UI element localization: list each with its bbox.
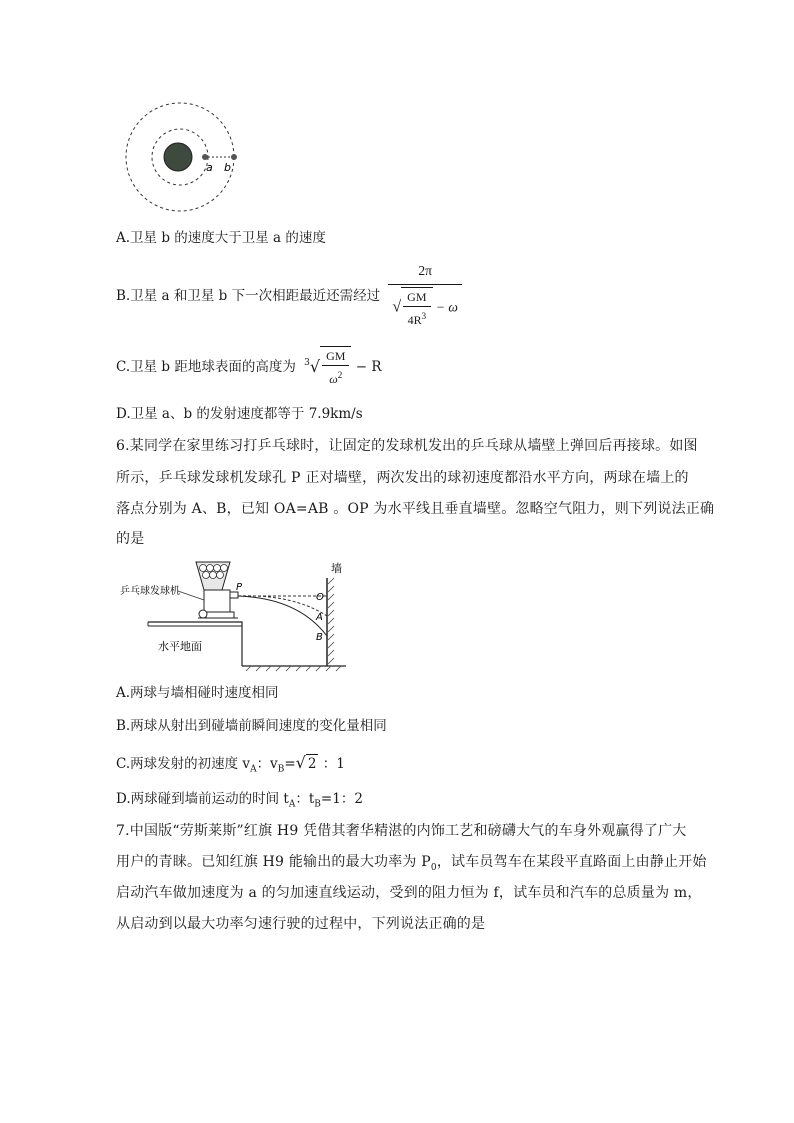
sqrt-radicand: [401, 287, 432, 329]
point-a: A: [316, 612, 323, 623]
fraction-numerator: 2π: [418, 263, 432, 278]
ground-label: 水平地面: [158, 640, 202, 653]
q6-option-c: [116, 754, 345, 779]
orbit-figure: [118, 98, 248, 218]
point-b: B: [316, 632, 323, 643]
earth: [164, 143, 192, 171]
q5-option-d: D.卫星 a、b 的发射速度都等于 7.9km/s: [116, 406, 363, 422]
machine-label-pointer: [178, 591, 204, 600]
subscript-b: B: [277, 764, 285, 775]
q6-option-d: [116, 790, 363, 814]
subscript-a: A: [250, 764, 257, 775]
r-exponent: 3: [421, 311, 427, 321]
q5-option-a: A.卫星 b 的速度大于卫星 a 的速度: [116, 230, 326, 246]
omega-exponent: 2: [337, 370, 343, 380]
q6-option-c-text: C.两球发射的初速度 v: [116, 756, 251, 772]
wall-hatch: [328, 578, 334, 664]
q5-option-b-text: B.卫星 a 和卫星 b 下一次相距最近还需经过: [116, 287, 381, 304]
machine-base: [206, 612, 234, 618]
4r3-text: [403, 306, 430, 329]
machine-wheel: [199, 610, 207, 618]
q7-line-2-rest: ，试车员驾车在某段平直路面上由静止开始: [436, 854, 707, 870]
sqrt-symbol: √: [392, 298, 402, 316]
sqrt-symbol: √: [295, 753, 306, 772]
trajectory-a: [238, 596, 327, 616]
wall-label: 墙: [331, 562, 342, 575]
gm-text: GM: [407, 290, 427, 304]
point-p: P: [236, 582, 243, 593]
q7-stem-line-3: 启动汽车做加速度为 a 的匀加速直线运动，受到的阻力恒为 f，试车员和汽车的总质量为 m，: [116, 885, 702, 901]
q6-option-d-mid: ：t: [295, 791, 315, 807]
sqrt-two: 2: [307, 756, 317, 772]
subscript-b: B: [314, 799, 321, 810]
q6-stem-line-3: 落点分别为 A、B，已知 OA=AB 。OP 为水平线且垂直墙壁。忽略空气阻力，则下列说法正确: [116, 501, 715, 517]
q6-option-d-suffix: =1：2: [320, 791, 363, 807]
label-a: a: [206, 161, 213, 174]
label-b: b: [224, 161, 231, 174]
gm-text: GM: [326, 349, 346, 363]
q5-option-c: [116, 346, 382, 388]
cube-root-index: 3: [304, 358, 310, 368]
q6-option-c-suffix: ：1: [322, 756, 345, 772]
q6-stem-line-4: 的是: [116, 531, 145, 547]
q6-stem-line-1: 6.某同学在家里练习打乒乓球时，让固定的发球机发出的乒乓球从墙壁上弹回后再接球。如图: [116, 438, 698, 454]
ground-hatch: [246, 666, 341, 671]
q5-option-c-text: C.卫星 b 距地球表面的高度为: [116, 359, 296, 375]
satellite-a: [202, 154, 208, 160]
omega-text: ω: [329, 372, 338, 386]
q6-option-b: B.两球从射出到碰墙前瞬间速度的变化量相同: [116, 718, 387, 734]
point-o: O: [316, 592, 324, 603]
q5-option-b: [116, 262, 462, 327]
sqrt-symbol: √: [309, 357, 321, 376]
balls: [200, 565, 228, 579]
minus-omega: − ω: [435, 299, 458, 315]
q7-line-2-text: 用户的青睐。已知红旗 H9 能输出的最大功率为 P: [116, 854, 431, 870]
q6-option-c-mid: ：v: [256, 756, 278, 772]
4r-text: 4R: [407, 313, 422, 327]
cube-root-radicand: [320, 346, 351, 388]
machine-body: [204, 590, 230, 612]
omega-squared: [322, 365, 349, 388]
minus-r: − R: [355, 359, 382, 375]
q6-option-d-text: D.两球碰到墙前运动的时间 t: [116, 791, 289, 807]
subscript-a: A: [288, 799, 296, 810]
q6-option-a: A.两球与墙相碰时速度相同: [116, 685, 279, 701]
q7-stem-line-4: 从启动到以最大功率匀速行驶的过程中，下列说法正确的是: [116, 916, 486, 932]
trajectory-b: [238, 596, 327, 636]
q5-option-b-fraction: [388, 262, 462, 329]
q7-stem-line-1: 7.中国版“劳斯莱斯”红旗 H9 凭借其奢华精湛的内饰工艺和磅礴大气的车身外观赢得了广大: [116, 823, 687, 839]
equals-sign: =: [284, 756, 296, 772]
machine-label: 乒乓球发球机: [120, 586, 180, 597]
fraction-denominator: [388, 284, 462, 329]
q6-stem-line-2: 所示，乒乓球发球机发球孔 P 正对墙壁，两次发出的球初速度都沿水平方向，两球在墙上的: [116, 470, 689, 486]
pingpong-figure: [118, 556, 348, 672]
p0-subscript: 0: [430, 862, 437, 873]
satellite-b: [231, 154, 237, 160]
q7-stem-line-2: [116, 853, 707, 877]
